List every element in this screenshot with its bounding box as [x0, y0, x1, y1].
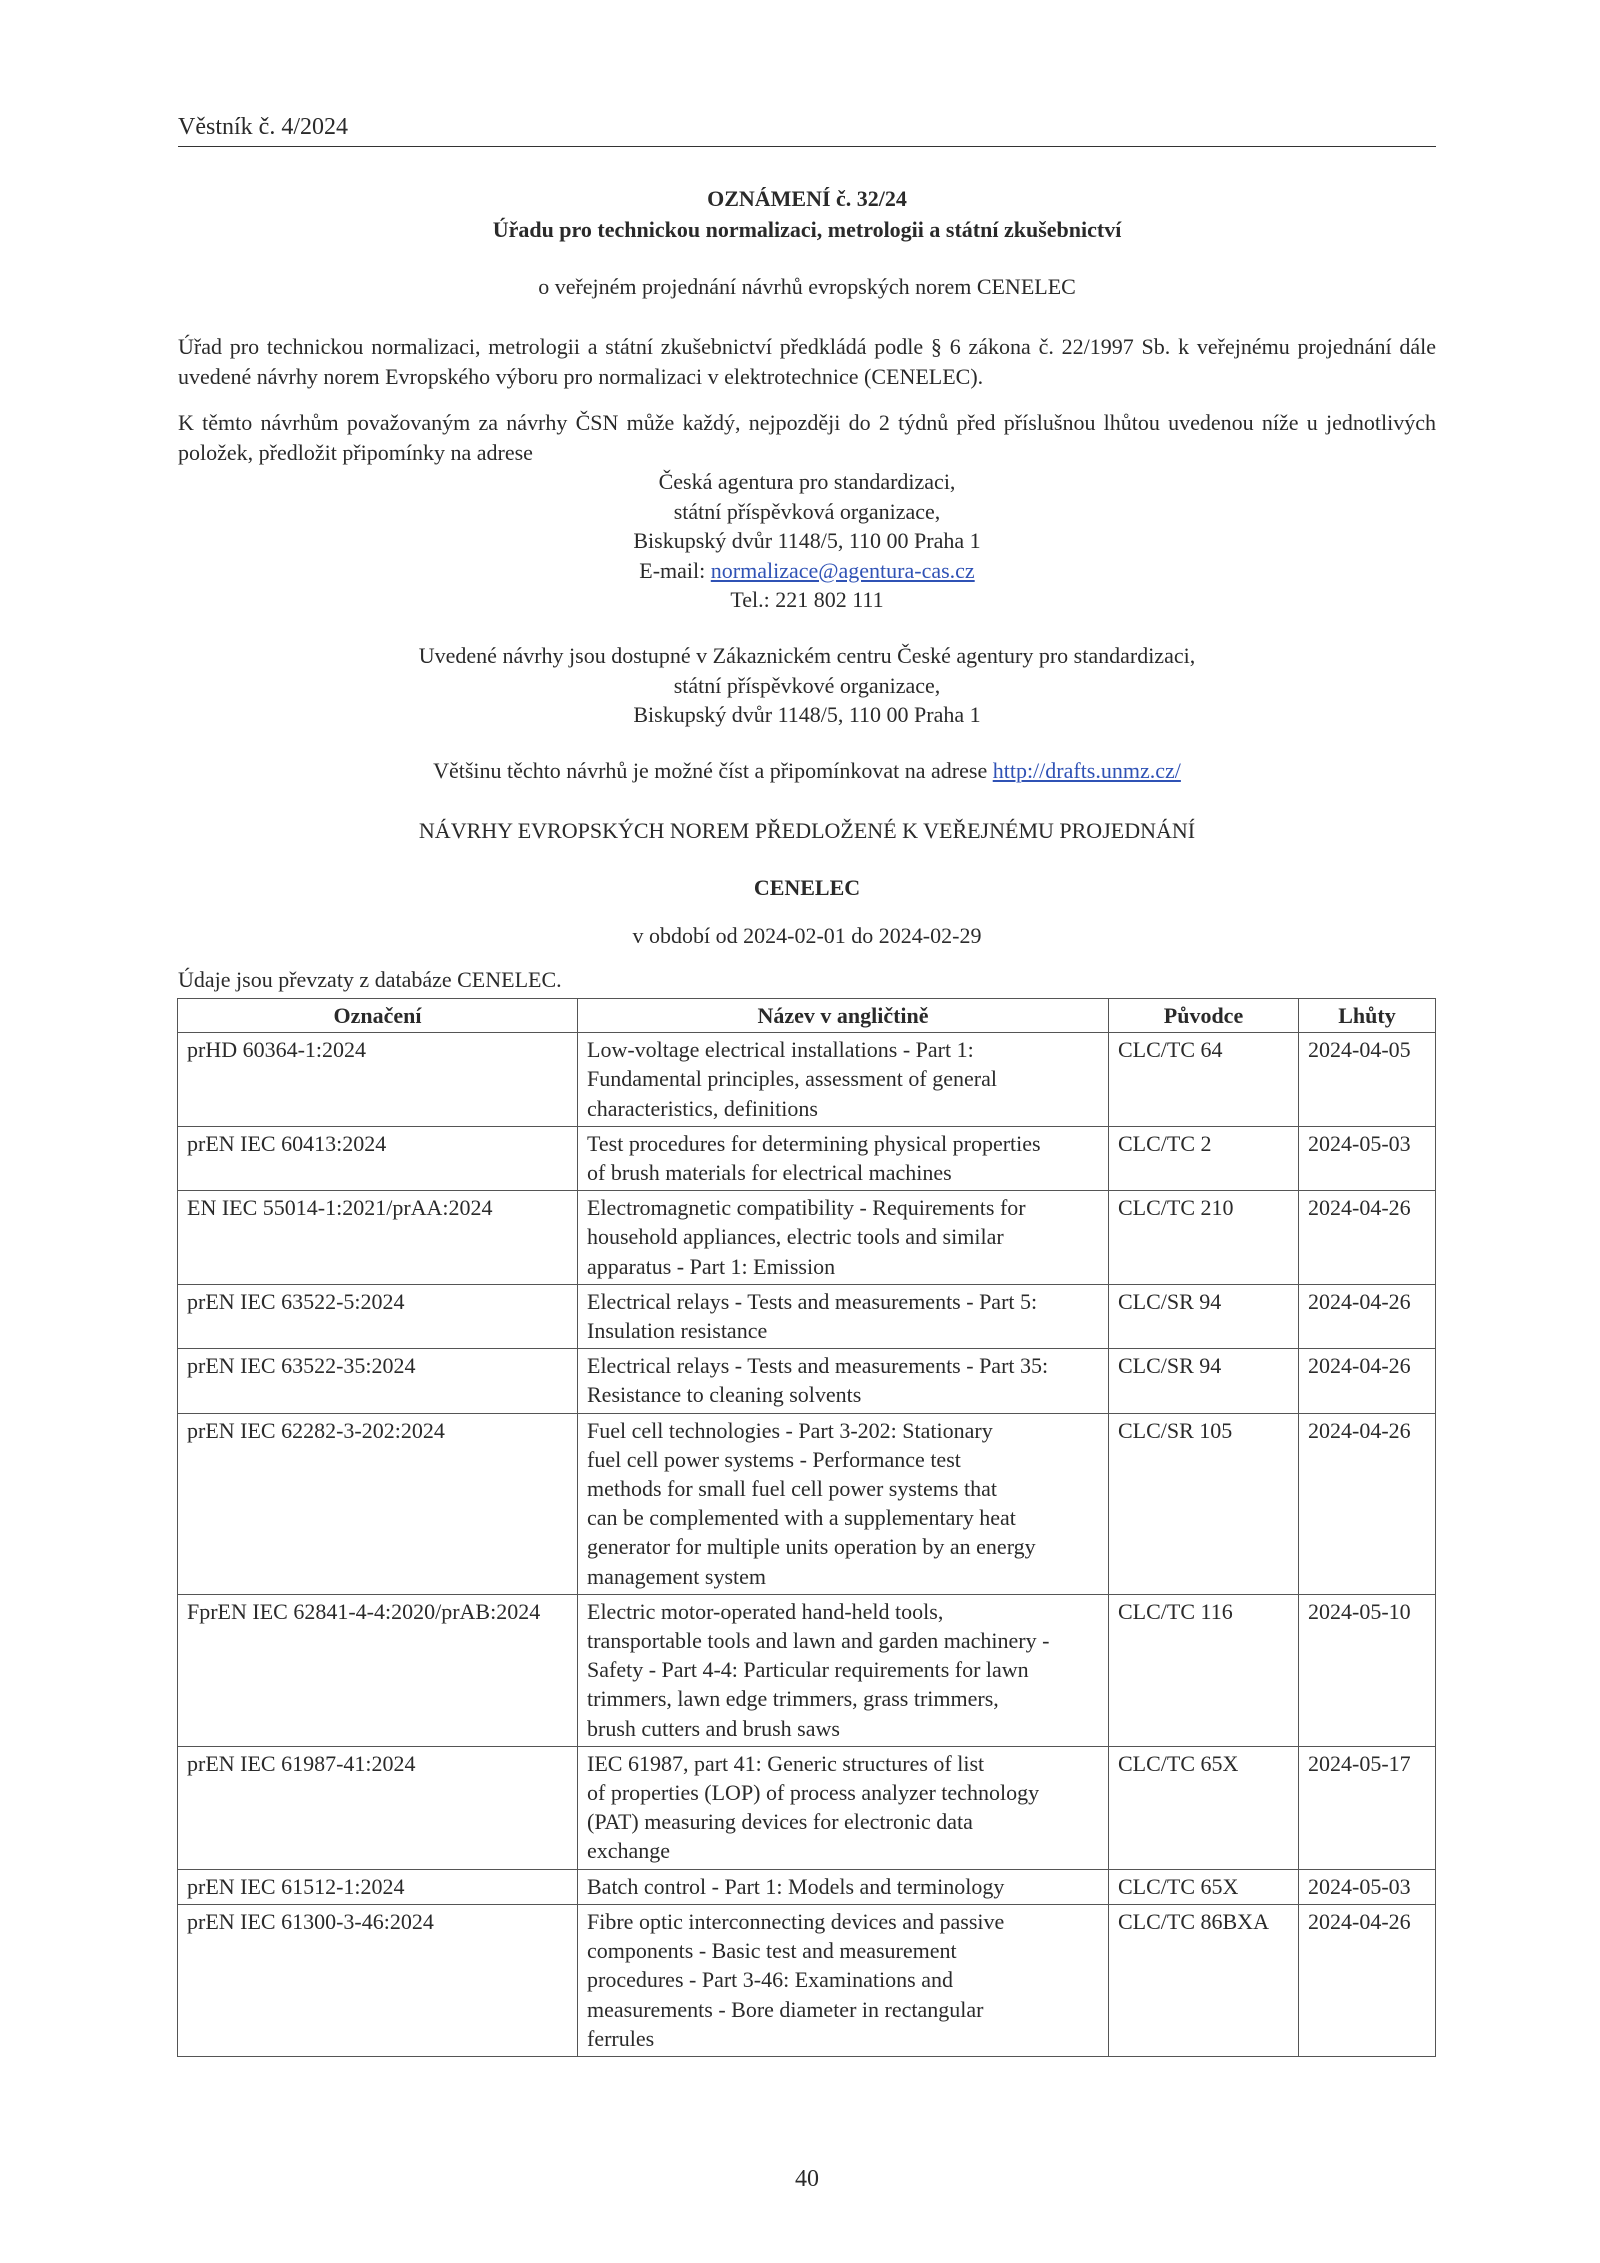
cell-deadline: 2024-05-03 [1299, 1869, 1436, 1904]
cell-title: Fibre optic interconnecting devices and passive components - Basic test and measurement procedures - Part 3-46: Examinations and measurements - Bore diameter in rectangular ferrules [578, 1904, 1109, 2056]
cell-originator: CLC/SR 94 [1109, 1349, 1299, 1413]
table-header-row [178, 999, 1436, 1033]
section-heading: NÁVRHY EVROPSKÝCH NOREM PŘEDLOŽENÉ K VEŘEJNÉMU PROJEDNÁNÍ [418, 818, 1196, 843]
cell-title: Test procedures for determining physical properties of brush materials for electrical machines [578, 1126, 1109, 1190]
cell-originator: CLC/TC 116 [1109, 1594, 1299, 1746]
table-row [178, 1349, 1436, 1413]
availability-block [178, 641, 1436, 730]
cell-title: Electrical relays - Tests and measurements - Part 35: Resistance to cleaning solvents [578, 1349, 1109, 1413]
cell-deadline: 2024-05-10 [1299, 1594, 1436, 1746]
page-header [178, 112, 1436, 147]
cell-title: Fuel cell technologies - Part 3-202: Stationary fuel cell power systems - Performance test methods for small fuel cell power systems that can be complemented with a supplementary heat generator for multiple units operation by an energy management system [578, 1413, 1109, 1594]
availability-line-1: Uvedené návrhy jsou dostupné v Zákaznickém centru České agentury pro standardizaci, [418, 643, 1196, 668]
table-row [178, 1746, 1436, 1869]
cell-originator: CLC/TC 64 [1109, 1033, 1299, 1127]
address-line-2: státní příspěvková organizace, [673, 498, 941, 524]
journal-title: Věstník č. 4/2024 [178, 114, 348, 140]
comment-line [178, 756, 1436, 785]
email-link[interactable]: normalizace@agentura-cas.cz [710, 557, 975, 583]
cell-designation: FprEN IEC 62841-4-4:2020/prAB:2024 [178, 1594, 578, 1746]
cell-designation: EN IEC 55014-1:2021/prAA:2024 [178, 1191, 578, 1285]
cell-deadline: 2024-04-26 [1299, 1191, 1436, 1285]
table-row [178, 1191, 1436, 1285]
address-block [178, 467, 1436, 615]
address-line-1: Česká agentura pro standardizaci, [658, 469, 956, 494]
comment-text: Většinu těchto návrhů je možné číst a připomínkovat na adrese [433, 758, 993, 783]
period-line: v období od 2024-02-01 do 2024-02-29 [632, 923, 982, 948]
page-number: 40 [795, 2166, 819, 2192]
phone-line: Tel.: 221 802 111 [730, 587, 884, 612]
table-row [178, 1126, 1436, 1190]
table-row [178, 1284, 1436, 1348]
source-note: Údaje jsou převzaty z databáze CENELEC. [178, 967, 562, 992]
header-designation: Označení [178, 999, 578, 1033]
cell-originator: CLC/TC 86BXA [1109, 1904, 1299, 2056]
table-row [178, 1904, 1436, 2056]
cell-designation: prEN IEC 61512-1:2024 [178, 1869, 578, 1904]
cell-originator: CLC/TC 210 [1109, 1191, 1299, 1285]
email-label: E-mail: [639, 557, 711, 583]
cell-title: Batch control - Part 1: Models and terminology [578, 1869, 1109, 1904]
cell-deadline: 2024-04-26 [1299, 1413, 1436, 1594]
cell-designation: prEN IEC 60413:2024 [178, 1126, 578, 1190]
cell-designation: prEN IEC 63522-35:2024 [178, 1349, 578, 1413]
org-heading: CENELEC [753, 875, 861, 900]
address-line-3: Biskupský dvůr 1148/5, 110 00 Praha 1 [633, 528, 981, 553]
norms-table-body [178, 1033, 1436, 2057]
cell-deadline: 2024-04-05 [1299, 1033, 1436, 1127]
cell-designation: prEN IEC 62282-3-202:2024 [178, 1413, 578, 1594]
cell-title: IEC 61987, part 41: Generic structures of list of properties (LOP) of process analyzer technology (PAT) measuring devices for electronic data exchange [578, 1746, 1109, 1869]
cell-originator: CLC/SR 94 [1109, 1284, 1299, 1348]
intro-paragraph: Úřad pro technickou normalizaci, metrologii a státní zkušebnictví předkládá podle § 6 zákona č. 22/1997 Sb. k veřejnému projednání dále uvedené návrhy norem Evropského výboru pro normalizaci v elektrotechnice (CENELEC). [178, 334, 1436, 389]
cell-title: Low-voltage electrical installations - Part 1: Fundamental principles, assessment of general characteristics, definitions [578, 1033, 1109, 1127]
cell-originator: CLC/TC 2 [1109, 1126, 1299, 1190]
cell-designation: prHD 60364-1:2024 [178, 1033, 578, 1127]
comments-paragraph: K těmto návrhům považovaným za návrhy ČSN může každý, nejpozději do 2 týdnů před příslušnou lhůtou uvedenou níže u jednotlivých položek, předložit připomínky na adrese [178, 410, 1436, 465]
cell-originator: CLC/SR 105 [1109, 1413, 1299, 1594]
header-originator: Původce [1109, 999, 1299, 1033]
cell-originator: CLC/TC 65X [1109, 1746, 1299, 1869]
cell-designation: prEN IEC 61987-41:2024 [178, 1746, 578, 1869]
table-row [178, 1033, 1436, 1127]
cell-deadline: 2024-04-26 [1299, 1284, 1436, 1348]
table-row [178, 1594, 1436, 1746]
table-row [178, 1869, 1436, 1904]
cell-originator: CLC/TC 65X [1109, 1869, 1299, 1904]
email-line [178, 556, 1436, 586]
header-title: Název v angličtině [578, 999, 1109, 1033]
norms-table [177, 998, 1436, 2057]
availability-line-2: státní příspěvkové organizace, [673, 672, 941, 698]
cell-designation: prEN IEC 63522-5:2024 [178, 1284, 578, 1348]
notice-title [178, 183, 1436, 245]
notice-office: Úřadu pro technickou normalizaci, metrologii a státní zkušebnictví [492, 217, 1122, 242]
cell-deadline: 2024-04-26 [1299, 1904, 1436, 2056]
table-row [178, 1413, 1436, 1594]
cell-deadline: 2024-04-26 [1299, 1349, 1436, 1413]
cell-title: Electrical relays - Tests and measurements - Part 5: Insulation resistance [578, 1284, 1109, 1348]
availability-line-3: Biskupský dvůr 1148/5, 110 00 Praha 1 [633, 702, 981, 727]
cell-title: Electromagnetic compatibility - Requirements for household appliances, electric tools and similar apparatus - Part 1: Emission [578, 1191, 1109, 1285]
notice-subject: o veřejném projednání návrhů evropských norem CENELEC [538, 274, 1076, 299]
cell-deadline: 2024-05-03 [1299, 1126, 1436, 1190]
cell-title: Electric motor-operated hand-held tools, transportable tools and lawn and garden machinery - Safety - Part 4-4: Particular requirements for lawn trimmers, lawn edge trimmers, grass trimmers, brush cutters and brush saws [578, 1594, 1109, 1746]
cell-designation: prEN IEC 61300-3-46:2024 [178, 1904, 578, 2056]
drafts-link[interactable]: http://drafts.unmz.cz/ [992, 758, 1181, 783]
header-deadline: Lhůty [1299, 999, 1436, 1033]
notice-number: OZNÁMENÍ č. 32/24 [707, 186, 907, 211]
cell-deadline: 2024-05-17 [1299, 1746, 1436, 1869]
